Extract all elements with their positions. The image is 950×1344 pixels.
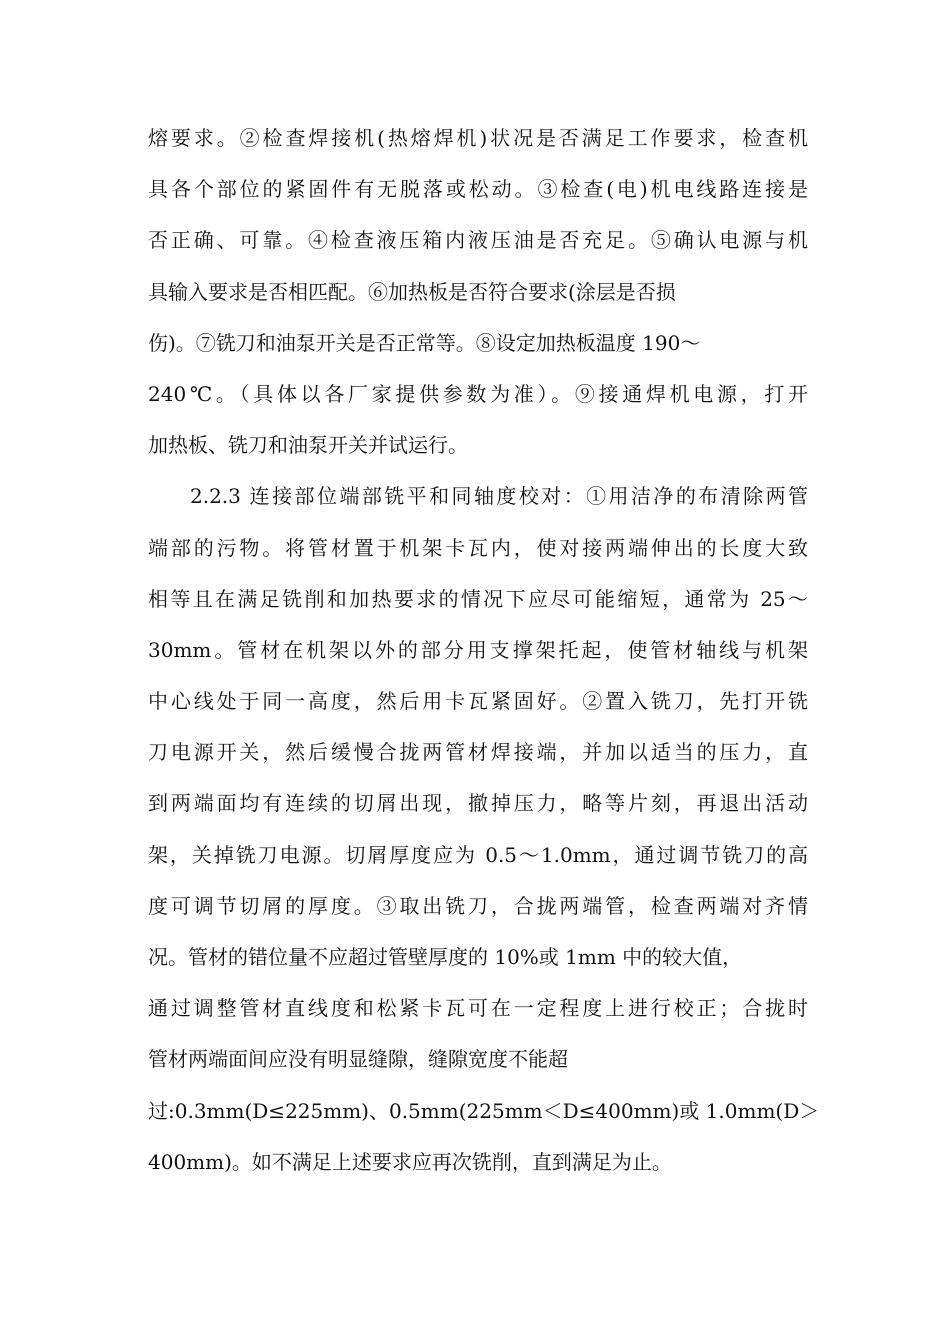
text-line: 30mm。管材在机架以外的部分用支撑架托起，使管材轴线与机架 [148, 637, 808, 662]
text-line: 管材两端面间应没有明显缝隙，缝隙宽度不能超 [148, 1047, 568, 1072]
text-line: 况。管材的错位量不应超过管壁厚度的 10%或 1mm 中的较大值， [148, 945, 743, 969]
paragraph-1 [148, 113, 808, 471]
text-line: 通过调整管材直线度和松紧卡瓦可在一定程度上进行校正；合拢时 [148, 996, 808, 1021]
paragraph-2 [148, 471, 820, 1188]
text-line: 架，关掉铣刀电源。切屑厚度应为 0.5～1.0mm，通过调节铣刀的高 [148, 842, 808, 867]
text-line: 度可调节切屑的厚度。③取出铣刀，合拢两端管，检查两端对齐情 [148, 893, 808, 918]
text-line: 具各个部位的紧固件有无脱落或松动。③检查(电)机电线路连接是 [148, 177, 808, 202]
text-line: 端部的污物。将管材置于机架卡瓦内，使对接两端伸出的长度大致 [148, 535, 808, 560]
text-line: 刀电源开关，然后缓慢合拢两管材焊接端，并加以适当的压力，直 [148, 740, 808, 765]
text-line: 否正确、可靠。④检查液压箱内液压油是否充足。⑤确认电源与机 [148, 228, 808, 253]
text-line: 相等且在满足铣削和加热要求的情况下应尽可能缩短，通常为 25～ [148, 586, 808, 611]
text-line: 400mm)。如不满足上述要求应再次铣削，直到满足为止。 [148, 1149, 672, 1174]
text-line: 2.2.3 连接部位端部铣平和同轴度校对：①用洁净的布清除两管 [190, 484, 808, 509]
text-line: 到两端面均有连续的切屑出现，撤掉压力，略等片刻，再退出活动 [148, 791, 808, 816]
text-line: 中心线处于同一高度，然后用卡瓦紧固好。②置入铣刀，先打开铣 [148, 689, 808, 714]
text-line: 伤)。⑦铣刀和油泵开关是否正常等。⑧设定加热板温度 190～ [148, 330, 701, 355]
text-line: 具输入要求是否相匹配。⑥加热板是否符合要求(涂层是否损 [148, 279, 676, 304]
document-body [148, 113, 820, 1188]
text-line: 240℃。（具体以各厂家提供参数为准）。⑨接通焊机电源，打开 [148, 381, 808, 406]
text-line: 过:0.3mm(D≤225mm)、0.5mm(225mm＜D≤400mm)或 1.0mm(D＞ [148, 1098, 820, 1123]
text-line: 熔要求。②检查焊接机(热熔焊机)状况是否满足工作要求，检查机 [148, 126, 808, 150]
text-line: 加热板、铣刀和油泵开关并试运行。 [148, 433, 468, 458]
